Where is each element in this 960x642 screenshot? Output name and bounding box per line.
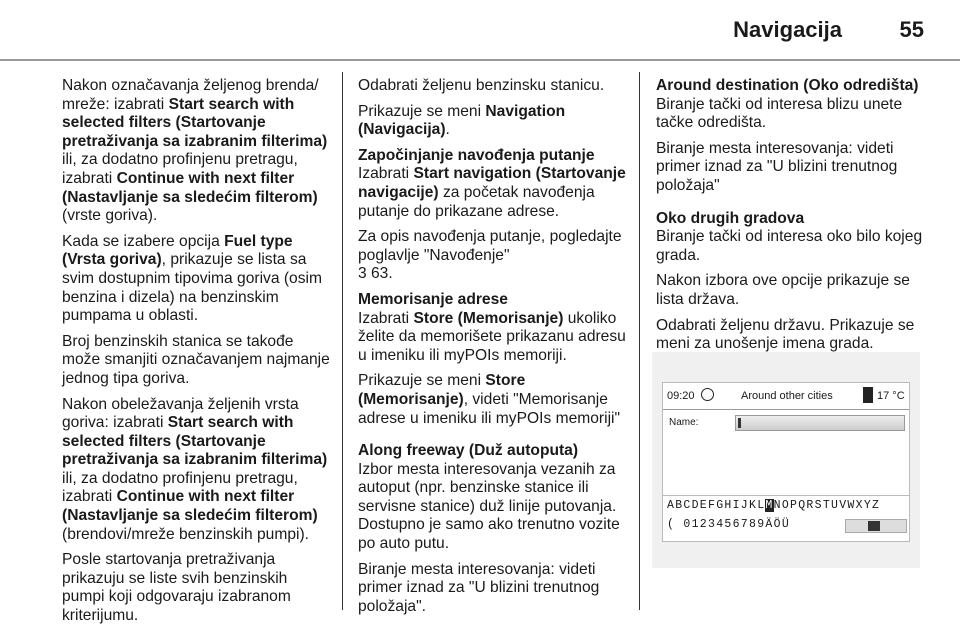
section-heading: Memorisanje adrese xyxy=(358,290,508,308)
header-divider xyxy=(0,59,960,61)
chapter-title: Navigacija xyxy=(733,17,842,42)
paragraph: Broj benzinskih stanica se takođe može smanjiti označavanjem najmanje jednog tipa goriva. xyxy=(62,332,330,387)
text-cursor xyxy=(738,418,741,428)
column-3 xyxy=(656,77,924,361)
screen-time: 09:20 xyxy=(667,390,695,402)
clock-icon xyxy=(701,388,714,401)
keyboard-row-numbers[interactable]: ( 0123456789ÄÖÜ xyxy=(667,518,791,531)
paragraph: Prikazuje se meni Navigation (Navigacija). xyxy=(358,102,566,139)
column-1 xyxy=(62,77,332,633)
speller-keyboard xyxy=(663,495,909,543)
display-screenshot xyxy=(652,352,920,568)
display-screen xyxy=(662,382,910,542)
selected-key: M xyxy=(765,499,774,512)
keyboard-row-letters[interactable]: ABCDEFGHIJKLMNOPQRSTUVWXYZ xyxy=(667,499,881,512)
screen-divider xyxy=(663,409,909,410)
paragraph: Oko drugih gradova Biranje tački od interesa oko bilo kojeg grada. xyxy=(656,209,923,264)
backspace-icon[interactable] xyxy=(868,521,880,531)
paragraph: Posle startovanja pretraživanja prikazuju se liste svih benzinskih pumpi koji odgovaraju izabranom kriterijumu. xyxy=(62,551,291,625)
screen-status-bar xyxy=(663,383,909,409)
column-divider xyxy=(639,72,640,610)
name-label: Name: xyxy=(669,417,699,428)
paragraph: Odabrati željenu državu. Prikazuje se meni za unošenje imena grada. xyxy=(656,316,915,353)
phone-icon xyxy=(863,387,873,403)
column-divider xyxy=(342,72,343,610)
keyboard-controls[interactable] xyxy=(845,519,907,533)
paragraph: Biranje mesta interesovanja: videti primer iznad za "U blizini trenutnog položaja" xyxy=(656,139,898,194)
paragraph: Za opis navođenja putanje, pogledajte poglavlje "Navođenje" 3 63. xyxy=(358,228,622,283)
page-header xyxy=(0,0,960,62)
section-heading: Oko drugih gradova xyxy=(656,209,805,227)
section-heading: Along freeway (Duž autoputa) xyxy=(358,442,579,460)
page-reference: 3 63. xyxy=(358,265,393,283)
screen-temperature: 17 °C xyxy=(877,390,905,402)
paragraph: Prikazuje se meni Store (Memorisanje), videti "Memorisanje adrese u imeniku ili myPOIs memoriji" xyxy=(358,372,621,427)
paragraph: Započinjanje navođenja putanje Izabrati Start navigation (Startovanje navigacije) za početak navođenja putanje do prikazane adrese. xyxy=(358,147,628,221)
paragraph: Biranje mesta interesovanja: videti primer iznad za "U blizini trenutnog položaja". xyxy=(358,560,600,615)
page-number: 55 xyxy=(899,17,924,42)
section-heading: Započinjanje navođenja putanje xyxy=(358,146,595,164)
screen-title: Around other cities xyxy=(741,390,833,402)
section-heading: Around destination (Oko odredišta) xyxy=(656,77,919,94)
paragraph: Memorisanje adrese Izabrati Store (Memorisanje) ukoliko želite da memorišete prikazanu adresu u imeniku ili myPOIs memoriji. xyxy=(358,291,628,365)
paragraph: Around destination (Oko odredišta) Biranje tački od interesa blizu unete tačke odredišta. xyxy=(656,77,924,133)
paragraph: Along freeway (Duž autoputa) Izbor mesta interesovanja vezanih za autoput (npr. benzinske stanice ili servisne stanice) duž linije putovanja. Dostupno je samo ako trenutno vozite po auto putu. xyxy=(358,442,628,554)
paragraph: Odabrati željenu benzinsku stanicu. xyxy=(358,77,605,94)
name-input[interactable] xyxy=(735,415,905,431)
paragraph: Nakon izbora ove opcije prikazuje se lista država. xyxy=(656,272,910,308)
paragraph: Kada se izabere opcija Fuel type (Vrsta goriva), prikazuje se lista sa svim dostupnim tipovima goriva (osim benzina i dizela) na benzinskim pumpama u oblasti. xyxy=(62,232,322,325)
paragraph: Nakon označavanja željenog brenda/ mreže: izabrati Start search with selected filters (Startovanje pretraživanja sa izabranim filterima) ili, za dodatno profinjenu pretragu, izabrati Continue with next filter (Nastavljanje sa sledećim filterom) (vrste goriva). xyxy=(62,77,328,225)
paragraph: Nakon obeležavanja željenih vrsta goriva: izabrati Start search with selected filters (Startovanje pretraživanja sa izabranim filterima) ili, za dodatno profinjenu pretragu, izabrati Continue with next filter (Nastavljanje sa sledećim filterom) (brendovi/mreže benzinskih pumpi). xyxy=(62,395,328,543)
column-2 xyxy=(358,77,628,623)
